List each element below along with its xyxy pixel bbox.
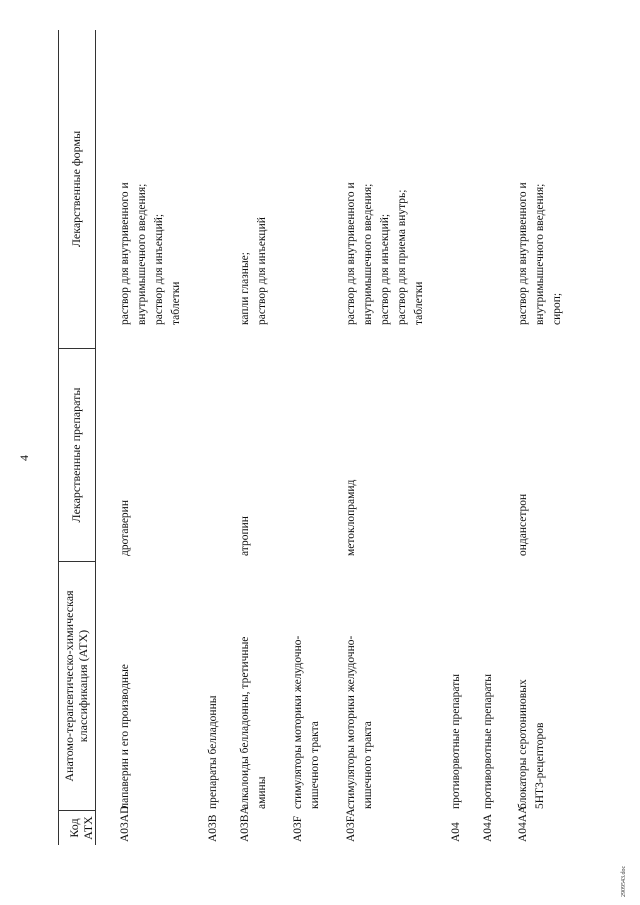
row-code-a04a: A04A (482, 813, 494, 842)
row-form: раствор для инъекций; (153, 213, 165, 325)
page-number: 4 (17, 455, 31, 461)
row-drug: атропин (239, 516, 251, 556)
row-classification: стимуляторы моторики желудочно- (292, 635, 304, 809)
row-classification: блокаторы серотониновых (517, 679, 529, 809)
row-classification: амины (256, 776, 268, 809)
row-drug: дротаверин (119, 500, 131, 556)
row-code-a03b: A03B (207, 814, 219, 842)
row-form: сироп; (551, 292, 563, 325)
row-classification: стимуляторы моторики желудочно- (345, 635, 357, 809)
row-code-a03f: A03F (292, 815, 304, 842)
header-forms: Лекарственные формы (69, 130, 83, 248)
header-drugs: Лекарственные препараты (69, 387, 83, 523)
row-code-a03ba: A03BA (239, 806, 251, 842)
row-form: внутримышечного введения; (362, 183, 374, 325)
row-drug: ондансетрон (517, 493, 529, 556)
header-code: Код АТХ (67, 816, 95, 840)
row-classification: кишечного тракта (362, 721, 374, 809)
row-code-a04aa: A04AA (517, 805, 529, 842)
row-form: внутримышечного введения; (534, 183, 546, 325)
row-form: внутримышечного введения; (136, 183, 148, 325)
row-form: капли глазные; (239, 252, 251, 325)
header-bottom-rule (95, 30, 96, 845)
row-form: раствор для инъекций; (379, 213, 391, 325)
row-code-a03ad: A03AD (119, 805, 131, 842)
row-form: раствор для внутривенного и (345, 182, 357, 325)
row-form: раствор для инъекций (256, 217, 268, 325)
row-classification: папаверин и его производные (119, 664, 131, 809)
row-form: раствор для приема внутрь; (396, 189, 408, 325)
row-classification: противорвотные препараты (450, 674, 462, 809)
row-classification: алкалоиды белладонны, третичные (239, 636, 251, 809)
row-classification: противорвотные препараты (482, 674, 494, 809)
row-code-a04: A04 (450, 822, 462, 842)
row-classification: препараты белладонны (207, 695, 219, 809)
table-top-rule (58, 30, 59, 845)
row-classification: 5HT3-рецепторов (534, 722, 546, 809)
row-code-a03fa: A03FA (345, 808, 357, 842)
header-classification-line-1: Анатомо-терапевтическо-химическая (62, 590, 76, 782)
row-form: таблетки (170, 281, 182, 325)
header-classification-line-2: классификация (АТХ) (76, 629, 90, 743)
footer-filename: 2909543.doc (621, 865, 627, 897)
row-drug: метоклопрамид (345, 479, 357, 556)
row-form: таблетки (413, 281, 425, 325)
row-form: раствор для внутривенного и (119, 182, 131, 325)
row-classification: кишечного тракта (309, 721, 321, 809)
row-form: раствор для внутривенного и (517, 182, 529, 325)
